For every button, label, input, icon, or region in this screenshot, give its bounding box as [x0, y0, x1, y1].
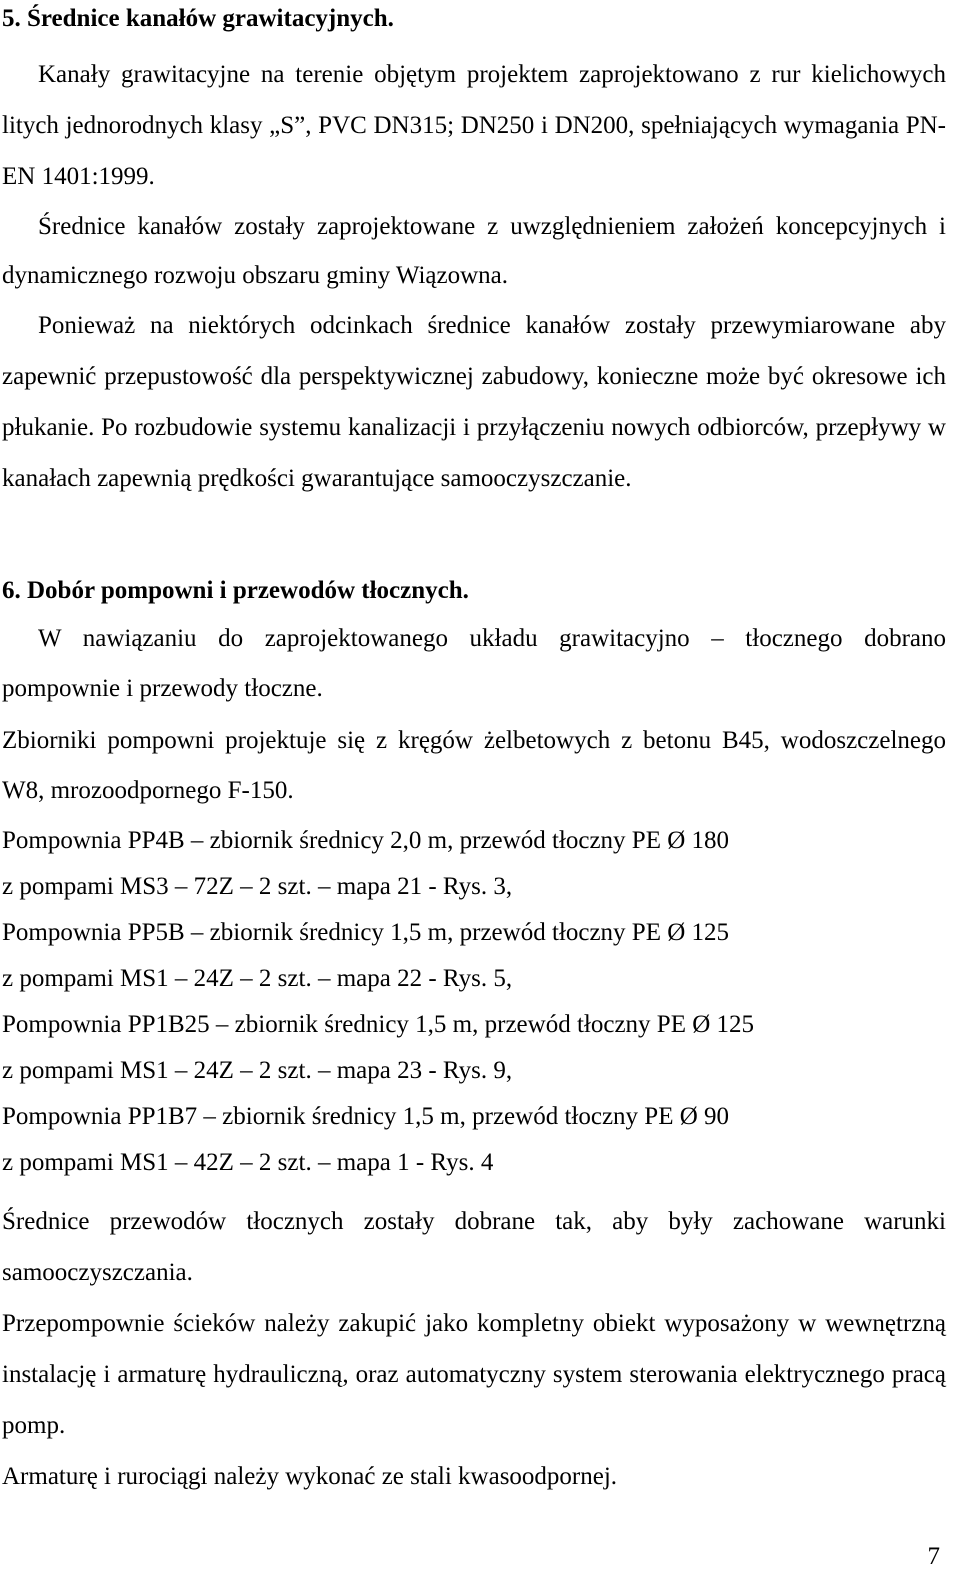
pump-station-spec: Pompownia PP1B7 – zbiornik średnicy 1,5 m, przewód tłoczny PE Ø 90: [2, 1103, 730, 1130]
section-6-paragraph-3: Średnice przewodów tłocznych zostały dobrane tak, aby były zachowane warunki samooczyszczania.: [2, 1208, 946, 1286]
pump-station-pumps: z pompami MS1 – 24Z – 2 szt. – mapa 23 - Rys. 9,: [2, 1057, 513, 1084]
section-6-paragraph-4: Przepompownie ścieków należy zakupić jako kompletny obiekt wyposażony w wewnętrzną instalację i armaturę hydrauliczną, oraz automatyczny system sterowania elektrycznego pracą pomp.: [2, 1310, 946, 1439]
section-6-paragraph-1: W nawiązaniu do zaprojektowanego układu grawitacyjno – tłocznego dobrano pompownie i przewody tłoczne.: [2, 625, 946, 702]
section-5-paragraph-3: Ponieważ na niektórych odcinkach średnice kanałów zostały przewymiarowane aby zapewnić przepustowość dla perspektywicznej zabudowy, konieczne może być okresowe ich płukanie. Po rozbudowie systemu kanalizacji i przyłączeniu nowych odbiorców, przepływy w kanałach zapewnią prędkości gwarantujące samooczyszczanie.: [2, 312, 946, 492]
pump-station-pumps: z pompami MS1 – 24Z – 2 szt. – mapa 22 - Rys. 5,: [2, 965, 513, 992]
pump-station-list: [2, 818, 946, 1186]
pump-station-pumps: z pompami MS1 – 42Z – 2 szt. – mapa 1 - Rys. 4: [2, 1149, 494, 1176]
section-5-body: [2, 49, 946, 504]
pump-station-item: [2, 1002, 946, 1094]
pump-station-item: [2, 1094, 946, 1186]
section-6-heading: 6. Dobór pompowni i przewodów tłocznych.: [2, 577, 469, 604]
pump-station-item: [2, 818, 946, 910]
section-6-body: [2, 614, 946, 1502]
page-number: 7: [927, 1543, 940, 1570]
section-6-paragraph-2: Zbiorniki pompowni projektuje się z kręgów żelbetowych z betonu B45, wodoszczelnego W8, mrozoodpornego F-150.: [2, 727, 946, 804]
pump-station-spec: Pompownia PP4B – zbiornik średnicy 2,0 m, przewód tłoczny PE Ø 180: [2, 827, 730, 854]
pump-station-spec: Pompownia PP1B25 – zbiornik średnicy 1,5 m, przewód tłoczny PE Ø 125: [2, 1011, 755, 1038]
pump-station-item: [2, 910, 946, 1002]
pump-station-spec: Pompownia PP5B – zbiornik średnicy 1,5 m, przewód tłoczny PE Ø 125: [2, 919, 730, 946]
section-5-heading: 5. Średnice kanałów grawitacyjnych.: [2, 5, 394, 32]
section-6-paragraph-5: Armaturę i rurociągi należy wykonać ze stali kwasoodpornej.: [2, 1463, 618, 1490]
section-5-paragraph-2: Średnice kanałów zostały zaprojektowane z uwzględnieniem założeń koncepcyjnych i dynamicznego rozwoju obszaru gminy Wiązowna.: [2, 213, 946, 289]
section-5-paragraph-1: Kanały grawitacyjne na terenie objętym projektem zaprojektowano z rur kielichowych litych jednorodnych klasy „S”, PVC DN315; DN250 i DN200, spełniających wymagania PN-EN 1401:1999.: [2, 61, 946, 190]
pump-station-pumps: z pompami MS3 – 72Z – 2 szt. – mapa 21 - Rys. 3,: [2, 873, 513, 900]
